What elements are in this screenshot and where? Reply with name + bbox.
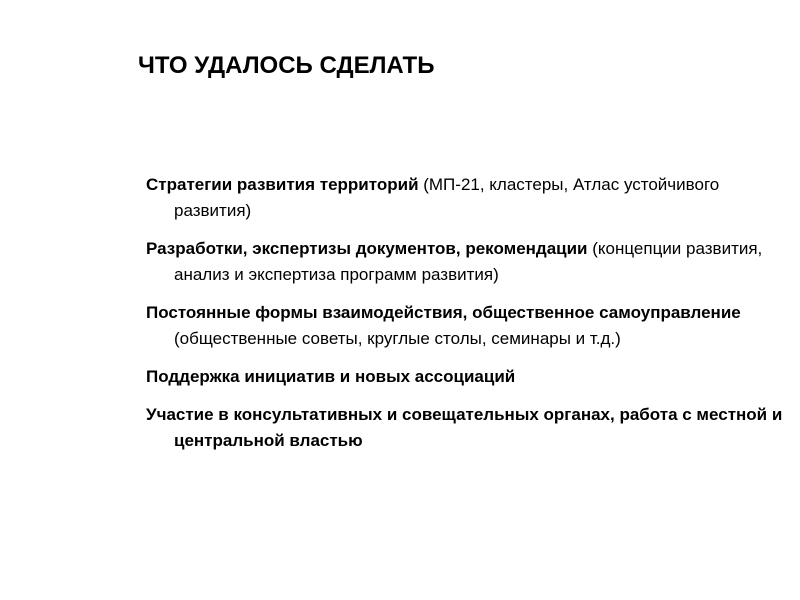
slide-title: ЧТО УДАЛОСЬ СДЕЛАТЬ [138,52,435,79]
item-heading: Поддержка инициатив и новых ассоциаций [146,367,516,386]
item-heading: Разработки, экспертизы документов, рекомендации [146,239,588,258]
item-heading: Постоянные формы взаимодействия, общественное самоуправление [146,303,741,322]
item-detail: (концепции развития, анализ и экспертиза программ развития) [174,239,763,284]
list-item [146,172,786,224]
item-heading: Стратегии развития территорий [146,175,419,194]
item-heading: Участие в консультативных и совещательных органах, работа с местной и центральной властью [146,405,783,450]
list-item [146,300,786,352]
item-detail: (общественные советы, круглые столы, семинары и т.д.) [174,329,621,348]
list-item [146,236,786,288]
list-item [146,364,786,390]
list-item [146,402,786,454]
item-detail: (МП-21, кластеры, Атлас устойчивого развития) [174,175,720,220]
achievements-list [146,172,786,466]
